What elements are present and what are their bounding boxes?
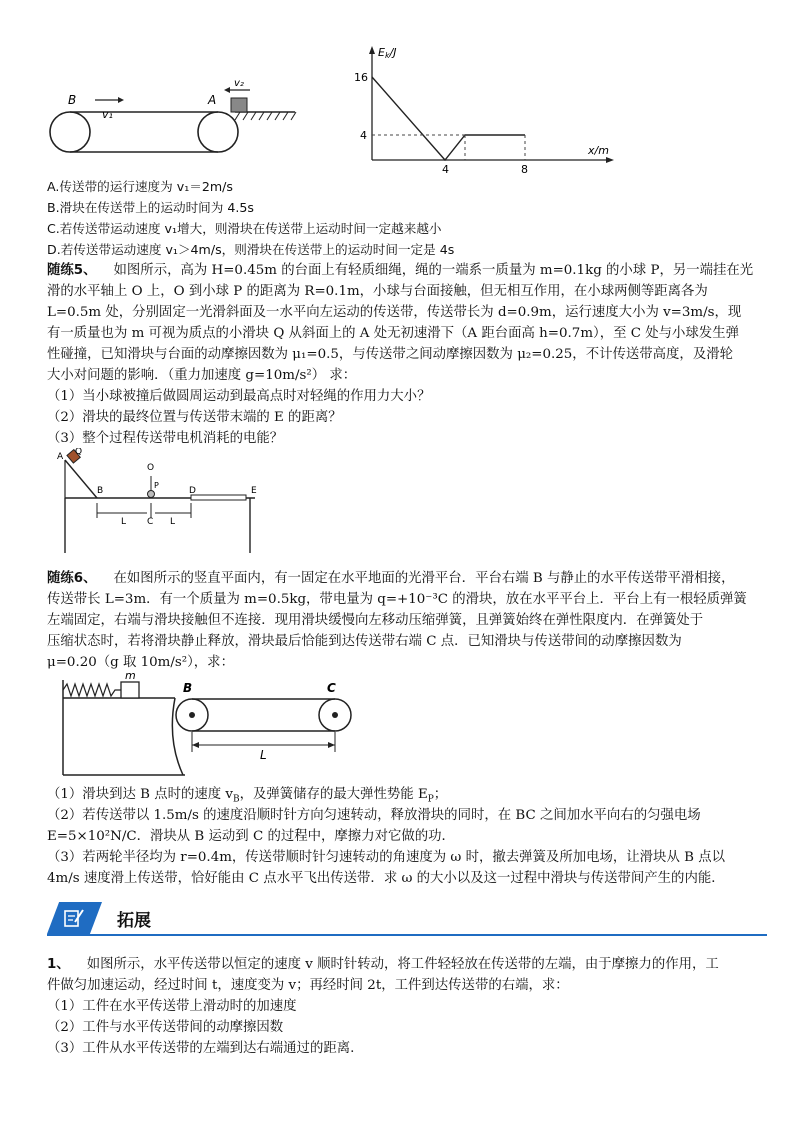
p6-question-3b: 4m/s 速度滑上传送带，恰好能由 C 点水平飞出传送带．求 ω 的大小以及这一过程中滑块与传送带间产生的内能． [47,871,725,886]
tick-x8: 8 [521,163,528,176]
p6-question-3a: （3）若两轮半径均为 r=0.4m，传送带顺时针匀速转动的角速度为 ω 时，撤去弹簧及所加电场，让滑块从 B 点以 [47,850,725,865]
fig5-D: D [189,486,196,496]
p6-line-3: 左端固定，右端与滑块接触但不连接．现用滑块缓慢向左移动压缩弹簧，且弹簧始终在弹性限度内．在弹簧处于 [47,613,704,628]
p5-question-3: （3）整个过程传送带电机消耗的电能？ [47,431,284,446]
e1-question-3: （3）工件从水平传送带的左端到达右端通过的距离. [47,1041,355,1056]
fig5-C: C [147,517,154,527]
fig6-C: C [327,681,336,695]
fig6-B: B [183,681,193,695]
e1-line-2: 件做匀加速运动，经过时间 t，速度变为 v；再经时间 2t，工件到达传送带的右端，求： [47,978,569,993]
label-A: A [208,93,217,107]
fig5-O: O [147,463,155,473]
p5-question-2: （2）滑块的最终位置与传送带末端的 E 的距离？ [47,410,342,425]
p6-figure [55,670,375,780]
section-header [47,902,767,936]
tick-y16: 16 [354,71,368,84]
conveyor-figure-top [40,70,300,165]
graph-ylabel: Ek/J [378,46,397,60]
e1-line-1: 1、 如图所示，水平传送带以恒定的速度 v 顺时针转动，将工件轻轻放在传送带的左端，由于摩擦力的作用，工 [47,957,719,972]
p6-line-4: 压缩状态时，若将滑块静止释放，滑块最后恰能到达传送带右端 C 点．已知滑块与传送带间的动摩擦因数为 [47,634,682,649]
p5-line-3: L=0.5m 处，分别固定一光滑斜面及一水平向左运动的传送带，传送带长为 d=0.9m，运行速度大小为 v=3m/s，现 [47,305,742,320]
fig5-E: E [251,486,257,496]
p6-tag: 随练6、 [47,571,97,586]
e1-question-1: （1）工件在水平传送带上滑动时的加速度 [47,999,297,1014]
p5-tag: 随练5、 [47,263,97,278]
p6-line-1: 随练6、 在如图所示的竖直平面内，有一固定在水平地面的光滑平台．平台右端 B 与静止的水平传送带平滑相接， [47,571,735,586]
option-b: B.滑块在传送带上的运动时间为 4.5s [47,200,254,215]
p6-question-2b: E=5×10²N/C．滑块从 B 运动到 C 的过程中，摩擦力对它做的功． [47,829,455,844]
option-a: A.传送带的运行速度为 v₁＝2m/s [47,179,233,194]
p6-question-1: （1）滑块到达 B 点时的速度 $v_B$，及弹簧储存的最大弹性势能 $E_P$； [47,787,448,805]
edit-note-icon [63,908,85,928]
fig5-A: A [57,452,64,462]
p5-question-1: （1）当小球被撞后做圆周运动到最高点时对轻绳的作用力大小？ [47,389,431,404]
p5-line-2: 滑的水平轴上 O 上，O 到小球 P 的距离为 R=0.1m，小球与台面接触，但无相互作用，在小球两侧等距离各为 [47,284,708,299]
section-underline [47,934,767,936]
label-B: B [68,93,77,107]
p5-line-4: 有一质量也为 m 可视为质点的小滑块 Q 从斜面上的 A 处无初速滑下（A 距台面高 h=0.7m），至 C 处与小球发生弹 [47,326,739,341]
e1-num: 1、 [47,957,70,972]
option-d: D.若传送带运动速度 v₁＞4m/s，则滑块在传送带上的运动时间一定是 4s [47,242,455,257]
p5-line-6: 大小对问题的影响．（重力加速度 g=10m/s²） 求： [47,368,357,383]
p6-question-2a: （2）若传送带以 1.5m/s 的速度沿顺时针方向匀速转动，释放滑块的同时，在 BC 之间加水平向右的匀强电场 [47,808,701,823]
tick-y4: 4 [360,129,367,142]
p5-line-5: 性碰撞，已知滑块与台面的动摩擦因数为 μ₁=0.5，与传送带之间动摩擦因数为 μ₂=0.25，不计传送带高度，及滑轮 [47,347,733,362]
section-title: 拓展 [117,911,151,931]
tick-x4: 4 [442,163,449,176]
p6-line-2: 传送带长 L=3m．有一个质量为 m=0.5kg，带电量为 q=+10⁻³C 的滑块，放在水平平台上．平台上有一根轻质弹簧 [47,592,747,607]
p5-line-1: 随练5、 如图所示，高为 H=0.45m 的台面上有轻质细绳，绳的一端系一质量为 m=0.1kg 的小球 P，另一端挂在光 [47,263,754,278]
fig5-B: B [97,486,104,496]
fig6-m: m [125,670,136,682]
label-v2: v₂ [234,78,244,89]
fig5-L2: L [170,517,176,527]
p6-line-5: μ=0.20（g 取 10m/s²），求： [47,655,234,670]
label-v1: v₁ [102,108,113,121]
fig6-L: L [260,748,267,762]
fig5-L1: L [121,517,127,527]
graph-xlabel: x/m [588,144,609,157]
p5-figure [55,448,275,558]
option-c: C.若传送带运动速度 v₁增大，则滑块在传送带上运动时间一定越来越小 [47,221,442,236]
fig5-P: P [154,481,159,490]
ek-x-graph [350,40,620,180]
fig5-Q: Q [75,448,83,457]
e1-question-2: （2）工件与水平传送带间的动摩擦因数 [47,1020,284,1035]
